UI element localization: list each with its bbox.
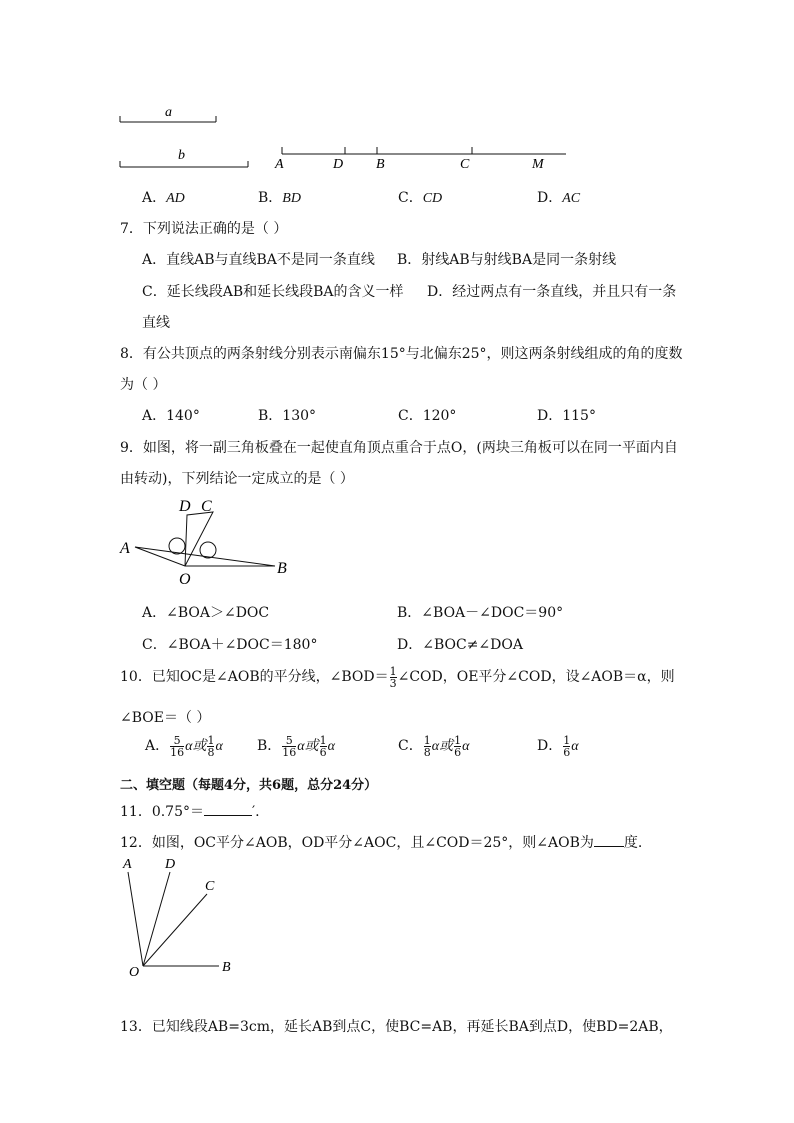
q6-figure — [110, 100, 580, 180]
q11-stem-text: 11．0.75°＝ — [120, 804, 204, 820]
q8-option-c[interactable]: C．120° — [398, 408, 457, 424]
denominator: 3 — [389, 676, 397, 690]
fraction — [563, 735, 570, 758]
q10-stem — [120, 664, 675, 690]
q8-option-a[interactable]: A．140° — [142, 408, 200, 424]
q12-stem-unit: 度. — [623, 835, 643, 851]
q10-option-c[interactable] — [398, 733, 469, 760]
numerator: 1 — [207, 733, 215, 747]
section-2-title: 二、填空题（每题4分，共6题，总分24分） — [120, 778, 378, 793]
numerator: 1 — [389, 664, 397, 678]
fraction — [170, 735, 184, 758]
ray-OC — [143, 894, 207, 966]
option-mid: α或 — [185, 739, 207, 754]
label-D: D — [165, 857, 176, 872]
q13-stem: 13．已知线段AB=3cm，延长AB到点C，使BC=AB，再延长BA到点D，使BD=2AB， — [120, 1019, 673, 1035]
q11-stem-unit: ′. — [252, 804, 260, 820]
triangle-hole-circle — [169, 538, 185, 554]
denominator: 16 — [282, 745, 297, 759]
q9-triangle-figure — [115, 495, 305, 590]
line-ADBCM — [282, 147, 566, 154]
option-end: α — [327, 739, 336, 754]
q8-stem: 8．有公共顶点的两条射线分别表示南偏东15°与北偏东25°，则这两条射线组成的角的度数 — [120, 346, 683, 362]
denominator: 16 — [170, 745, 185, 759]
numerator: 5 — [285, 733, 293, 747]
denominator: 8 — [207, 745, 215, 759]
option-key: B． — [257, 738, 282, 754]
q7-option-d[interactable]: D．经过两点有一条直线，并且只有一条 — [427, 284, 677, 300]
numerator: 1 — [563, 733, 571, 747]
triangle-hole-circle — [200, 542, 216, 558]
q10-option-b[interactable] — [257, 733, 335, 760]
answer-blank[interactable] — [204, 803, 252, 816]
denominator: 6 — [563, 745, 571, 759]
q9-option-a[interactable]: A．∠BOA＞∠DOC — [142, 605, 270, 621]
label-C: C — [205, 879, 215, 894]
fraction — [207, 735, 214, 758]
q9-option-d[interactable]: D．∠BOC≠∠DOA — [397, 637, 523, 653]
q10-option-a[interactable] — [145, 733, 223, 760]
q10-stem-part-2: ∠COD，OE平分∠COD，设∠AOB＝α，则 — [397, 669, 675, 685]
numerator: 1 — [423, 733, 431, 747]
option-text: BD — [282, 191, 301, 206]
q12-stem — [120, 832, 642, 852]
q10-option-d[interactable] — [537, 733, 579, 760]
fraction — [282, 735, 296, 758]
label-B: B — [222, 960, 231, 975]
q7-option-b[interactable]: B．射线AB与射线BA是同一条射线 — [397, 252, 617, 268]
label-C: C — [201, 498, 212, 515]
label-O: O — [179, 571, 191, 588]
label-A: A — [123, 857, 132, 872]
q6-option-c[interactable] — [398, 187, 442, 207]
option-mid: α或 — [431, 739, 454, 754]
q6-option-b[interactable] — [258, 187, 301, 207]
label-b: b — [178, 148, 185, 163]
numerator: 1 — [319, 733, 327, 747]
q8-option-b[interactable]: B．130° — [258, 408, 317, 424]
q6-option-a[interactable] — [142, 187, 185, 207]
numerator: 5 — [173, 733, 181, 747]
q9-option-b[interactable]: B．∠BOA－∠DOC＝90° — [397, 605, 564, 621]
label-B: B — [277, 560, 287, 577]
option-end: α — [571, 739, 579, 754]
label-D: D — [333, 157, 344, 172]
q9-option-c[interactable]: C．∠BOA＋∠DOC＝180° — [142, 637, 318, 653]
option-key: C． — [398, 738, 423, 754]
fraction — [424, 735, 431, 758]
q6-option-d[interactable] — [537, 187, 580, 207]
option-key: D． — [537, 190, 563, 206]
option-text: AC — [562, 191, 581, 206]
label-A: A — [120, 540, 130, 557]
label-C: C — [460, 157, 470, 172]
q9-stem: 9．如图，将一副三角板叠在一起使直角顶点重合于点O，(两块三角板可以在同一平面内自 — [120, 440, 678, 456]
option-key: A． — [145, 738, 170, 754]
q7-option-a[interactable]: A．直线AB与直线BA不是同一条直线 — [142, 252, 375, 268]
label-A: A — [275, 157, 284, 172]
option-text: CD — [422, 191, 443, 206]
label-B: B — [376, 157, 385, 172]
q7-option-c[interactable]: C．延长线段AB和延长线段BA的含义一样 — [142, 284, 404, 300]
denominator: 6 — [454, 745, 462, 759]
option-key: C． — [398, 190, 423, 206]
q9-stem-continued: 由转动)，下列结论一定成立的是（ ） — [120, 471, 354, 487]
fraction-one-third — [390, 666, 397, 689]
option-key: D． — [537, 738, 563, 754]
q12-stem-text: 12．如图，OC平分∠AOB，OD平分∠AOC，且∠COD＝25°，则∠AOB为 — [120, 835, 594, 851]
option-end: α — [215, 739, 223, 754]
denominator: 8 — [423, 745, 431, 759]
triangle-AOB — [135, 547, 275, 566]
q10-stem-continued: ∠BOE＝（ ） — [120, 710, 211, 726]
option-end: α — [462, 739, 470, 754]
option-key: B． — [258, 190, 283, 206]
q12-angle-figure — [115, 852, 245, 980]
q10-stem-part-1: 10．已知OC是∠AOB的平分线，∠BOD＝ — [120, 669, 389, 685]
q8-stem-continued: 为（ ） — [120, 377, 167, 393]
numerator: 1 — [454, 733, 462, 747]
fraction — [320, 735, 327, 758]
label-a: a — [165, 105, 172, 120]
q11-stem — [120, 801, 260, 821]
q7-stem: 7．下列说法正确的是（ ） — [120, 221, 288, 237]
option-key: A． — [142, 190, 167, 206]
denominator: 6 — [319, 745, 327, 759]
q7-option-d-continued: 直线 — [142, 315, 170, 331]
ray-OD — [143, 872, 170, 966]
q8-option-d[interactable]: D．115° — [537, 408, 596, 424]
label-D: D — [179, 498, 191, 515]
label-M: M — [532, 157, 544, 172]
option-mid: α或 — [297, 739, 319, 754]
label-O: O — [129, 965, 140, 980]
option-text: AD — [166, 191, 185, 206]
fraction — [454, 735, 461, 758]
answer-blank[interactable] — [594, 834, 624, 847]
ray-OA — [128, 872, 143, 966]
